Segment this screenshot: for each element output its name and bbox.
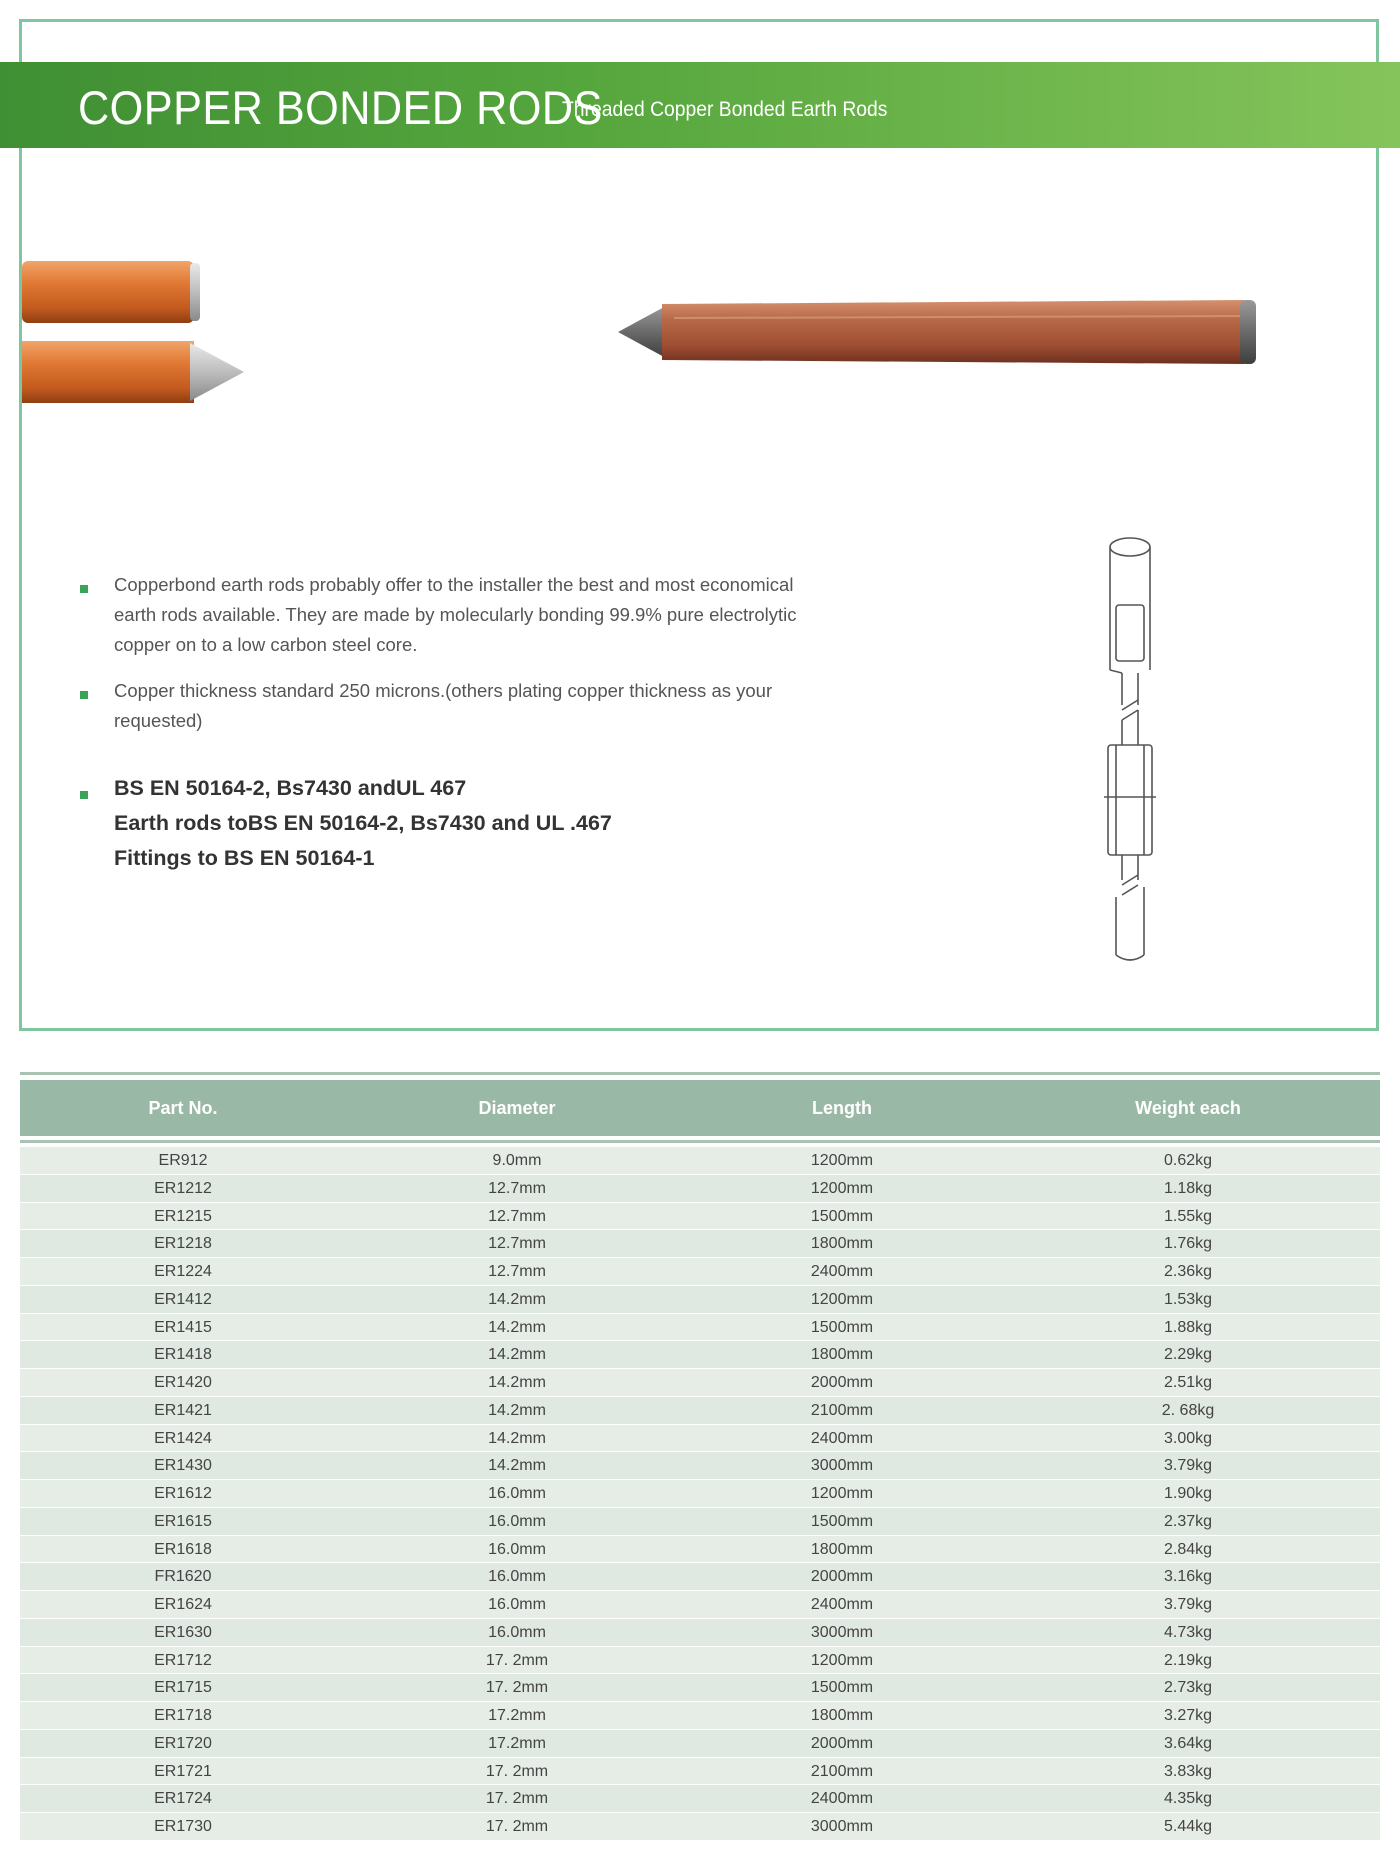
weight-cell: 1.90kg xyxy=(1163,1485,1213,1502)
weight-cell: 2.29kg xyxy=(1163,1346,1213,1364)
diameter-cell: 17. 2mm xyxy=(485,1651,549,1669)
bullet-1-line-2: earth rods available. They are made by molecularly bonding 99.9% pure electrolytic xyxy=(114,604,797,625)
rod-coupler-drawing xyxy=(1100,535,1160,965)
length-cell: 1200mm xyxy=(810,1179,874,1197)
weight-cell: 3.00kg xyxy=(1163,1429,1213,1447)
diameter-cell: 14.2mm xyxy=(488,1346,546,1364)
diameter-cell: 14.2mm xyxy=(488,1401,546,1419)
bullet-marker xyxy=(80,791,88,799)
header-diameter: Diameter xyxy=(478,1098,556,1118)
weight-cell: 3.27kg xyxy=(1163,1707,1213,1724)
part-no-cell: ER912 xyxy=(158,1152,208,1169)
table-row xyxy=(20,1203,1380,1231)
table-row xyxy=(20,1314,1380,1342)
length-cell: 1200mm xyxy=(810,1485,874,1502)
length-cell: 1500mm xyxy=(810,1318,874,1336)
part-no-cell: ER1421 xyxy=(154,1401,212,1419)
length-cell: 1200mm xyxy=(810,1152,874,1169)
header-length: Length xyxy=(812,1098,872,1118)
diameter-cell: 14.2mm xyxy=(488,1374,546,1391)
part-no-cell: ER1418 xyxy=(154,1346,212,1364)
weight-cell: 2. 68kg xyxy=(1161,1401,1215,1419)
table-row xyxy=(20,1674,1380,1702)
diameter-cell: 16.0mm xyxy=(488,1512,546,1530)
diameter-cell: 17. 2mm xyxy=(485,1790,549,1808)
part-no-cell: ER1624 xyxy=(154,1596,212,1613)
part-no-cell: ER1715 xyxy=(154,1679,212,1697)
part-no-cell: ER1424 xyxy=(154,1429,212,1447)
length-cell: 1500mm xyxy=(810,1207,874,1225)
part-no-cell: ER1420 xyxy=(154,1374,212,1391)
length-cell: 1800mm xyxy=(810,1346,874,1364)
table-row xyxy=(20,1147,1380,1175)
weight-cell: 2.84kg xyxy=(1163,1540,1213,1558)
table-row xyxy=(20,1230,1380,1258)
weight-cell: 3.64kg xyxy=(1163,1734,1213,1752)
length-cell: 1800mm xyxy=(810,1707,874,1724)
diameter-cell: 14.2mm xyxy=(488,1457,546,1475)
diameter-cell: 14.2mm xyxy=(488,1290,546,1308)
weight-cell: 5.44kg xyxy=(1163,1818,1213,1835)
diameter-cell: 16.0mm xyxy=(488,1623,546,1641)
weight-cell: 0.62kg xyxy=(1163,1152,1213,1169)
standards-line-2: Earth rods toBS EN 50164-2, Bs7430 and UL .467 xyxy=(114,811,612,835)
diameter-cell: 12.7mm xyxy=(488,1263,546,1280)
weight-cell: 3.83kg xyxy=(1163,1762,1213,1780)
diameter-cell: 16.0mm xyxy=(488,1540,546,1558)
part-no-cell: ER1612 xyxy=(154,1485,212,1502)
part-no-cell: ER1415 xyxy=(154,1318,212,1336)
table-row xyxy=(20,1397,1380,1425)
table-row xyxy=(20,1619,1380,1647)
length-cell: 3000mm xyxy=(810,1818,874,1835)
weight-cell: 4.73kg xyxy=(1163,1623,1213,1641)
weight-cell: 2.73kg xyxy=(1163,1679,1213,1697)
part-no-cell: ER1412 xyxy=(154,1290,212,1308)
length-cell: 2000mm xyxy=(810,1374,874,1391)
length-cell: 2100mm xyxy=(810,1401,874,1419)
diameter-cell: 17. 2mm xyxy=(485,1679,549,1697)
part-no-cell: ER1712 xyxy=(154,1651,212,1669)
part-no-cell: ER1724 xyxy=(154,1790,212,1808)
weight-cell: 3.79kg xyxy=(1163,1596,1213,1613)
table-row xyxy=(20,1813,1380,1841)
diameter-cell: 17.2mm xyxy=(488,1734,546,1752)
length-cell: 3000mm xyxy=(810,1623,874,1641)
part-no-cell: ER1720 xyxy=(154,1734,212,1752)
length-cell: 1500mm xyxy=(810,1512,874,1530)
table-row xyxy=(20,1591,1380,1619)
part-no-cell: ER1430 xyxy=(154,1457,212,1475)
diameter-cell: 12.7mm xyxy=(488,1207,546,1225)
bullet-1-line-1: Copperbond earth rods probably offer to the installer the best and most economical xyxy=(114,574,794,595)
part-no-cell: FR1620 xyxy=(154,1568,212,1586)
weight-cell: 3.16kg xyxy=(1163,1568,1213,1586)
product-frame xyxy=(19,19,1379,1031)
weight-cell: 2.51kg xyxy=(1163,1374,1213,1391)
table-row xyxy=(20,1175,1380,1203)
diameter-cell: 17. 2mm xyxy=(485,1818,549,1835)
part-no-cell: ER1718 xyxy=(154,1707,212,1724)
weight-cell: 1.18kg xyxy=(1163,1179,1213,1197)
pointed-tip-rod xyxy=(22,341,244,403)
table-body xyxy=(20,1147,1380,1841)
length-cell: 2400mm xyxy=(810,1596,874,1613)
standards-line-1: BS EN 50164-2, Bs7430 andUL 467 xyxy=(114,776,467,800)
title-banner xyxy=(0,62,1400,148)
table-header xyxy=(20,1080,1380,1136)
weight-cell: 1.88kg xyxy=(1163,1318,1213,1336)
weight-cell: 3.79kg xyxy=(1163,1457,1213,1475)
bullet-2-line-2: requested) xyxy=(114,710,203,731)
header-weight: Weight each xyxy=(1135,1098,1241,1118)
diameter-cell: 12.7mm xyxy=(488,1235,546,1253)
bullet-1-line-3: copper on to a low carbon steel core. xyxy=(114,634,418,655)
diameter-cell: 16.0mm xyxy=(488,1568,546,1586)
length-cell: 2100mm xyxy=(810,1762,874,1780)
page-subtitle: Threaded Copper Bonded Earth Rods xyxy=(562,98,888,121)
weight-cell: 4.35kg xyxy=(1163,1790,1213,1808)
table-row xyxy=(20,1785,1380,1813)
table-row xyxy=(20,1647,1380,1675)
bullet-marker xyxy=(80,691,88,699)
standards-line-3: Fittings to BS EN 50164-1 xyxy=(114,846,375,870)
table-row xyxy=(20,1341,1380,1369)
part-no-cell: ER1212 xyxy=(154,1179,212,1197)
flat-end-rod xyxy=(22,261,200,323)
table-header-rule xyxy=(20,1140,1380,1143)
part-no-cell: ER1721 xyxy=(154,1762,212,1780)
part-no-cell: ER1215 xyxy=(154,1207,212,1225)
table-row xyxy=(20,1286,1380,1314)
table-row xyxy=(20,1258,1380,1286)
part-no-cell: ER1615 xyxy=(154,1512,212,1530)
table-row xyxy=(20,1425,1380,1453)
length-cell: 1200mm xyxy=(810,1651,874,1669)
diameter-cell: 16.0mm xyxy=(488,1485,546,1502)
length-cell: 1200mm xyxy=(810,1290,874,1308)
part-no-cell: ER1630 xyxy=(154,1623,212,1641)
part-no-cell: ER1224 xyxy=(154,1263,212,1280)
table-row xyxy=(20,1563,1380,1591)
diameter-cell: 17.2mm xyxy=(488,1707,546,1724)
part-no-cell: ER1730 xyxy=(154,1818,212,1835)
diameter-cell: 17. 2mm xyxy=(485,1762,549,1780)
length-cell: 2400mm xyxy=(810,1429,874,1447)
diameter-cell: 12.7mm xyxy=(488,1179,546,1197)
table-row xyxy=(20,1758,1380,1786)
part-no-cell: ER1618 xyxy=(154,1540,212,1558)
length-cell: 1800mm xyxy=(810,1235,874,1253)
table-top-rule xyxy=(20,1072,1380,1075)
table-row xyxy=(20,1480,1380,1508)
table-row xyxy=(20,1730,1380,1758)
rod-ends-illustration xyxy=(22,255,252,407)
length-cell: 3000mm xyxy=(810,1457,874,1475)
copper-rod-image xyxy=(614,296,1264,368)
length-cell: 1800mm xyxy=(810,1540,874,1558)
header-part-no: Part No. xyxy=(148,1098,218,1118)
table-row xyxy=(20,1536,1380,1564)
diameter-cell: 9.0mm xyxy=(492,1152,542,1169)
length-cell: 2000mm xyxy=(810,1568,874,1586)
table-row xyxy=(20,1702,1380,1730)
length-cell: 2400mm xyxy=(810,1790,874,1808)
weight-cell: 1.53kg xyxy=(1163,1290,1213,1308)
diameter-cell: 16.0mm xyxy=(488,1596,546,1613)
weight-cell: 1.76kg xyxy=(1163,1235,1213,1253)
diameter-cell: 14.2mm xyxy=(488,1318,546,1336)
weight-cell: 2.37kg xyxy=(1163,1512,1213,1530)
table-row xyxy=(20,1452,1380,1480)
bullet-marker xyxy=(80,585,88,593)
weight-cell: 2.36kg xyxy=(1163,1263,1213,1280)
weight-cell: 1.55kg xyxy=(1163,1207,1213,1225)
table-row xyxy=(20,1508,1380,1536)
part-no-cell: ER1218 xyxy=(154,1235,212,1253)
weight-cell: 2.19kg xyxy=(1163,1651,1213,1669)
bullet-2-line-1: Copper thickness standard 250 microns.(others plating copper thickness as your xyxy=(114,680,773,701)
length-cell: 2000mm xyxy=(810,1734,874,1752)
page-title: COPPER BONDED RODS xyxy=(78,81,603,134)
length-cell: 2400mm xyxy=(810,1263,874,1280)
table-row xyxy=(20,1369,1380,1397)
length-cell: 1500mm xyxy=(810,1679,874,1697)
diameter-cell: 14.2mm xyxy=(488,1429,546,1447)
